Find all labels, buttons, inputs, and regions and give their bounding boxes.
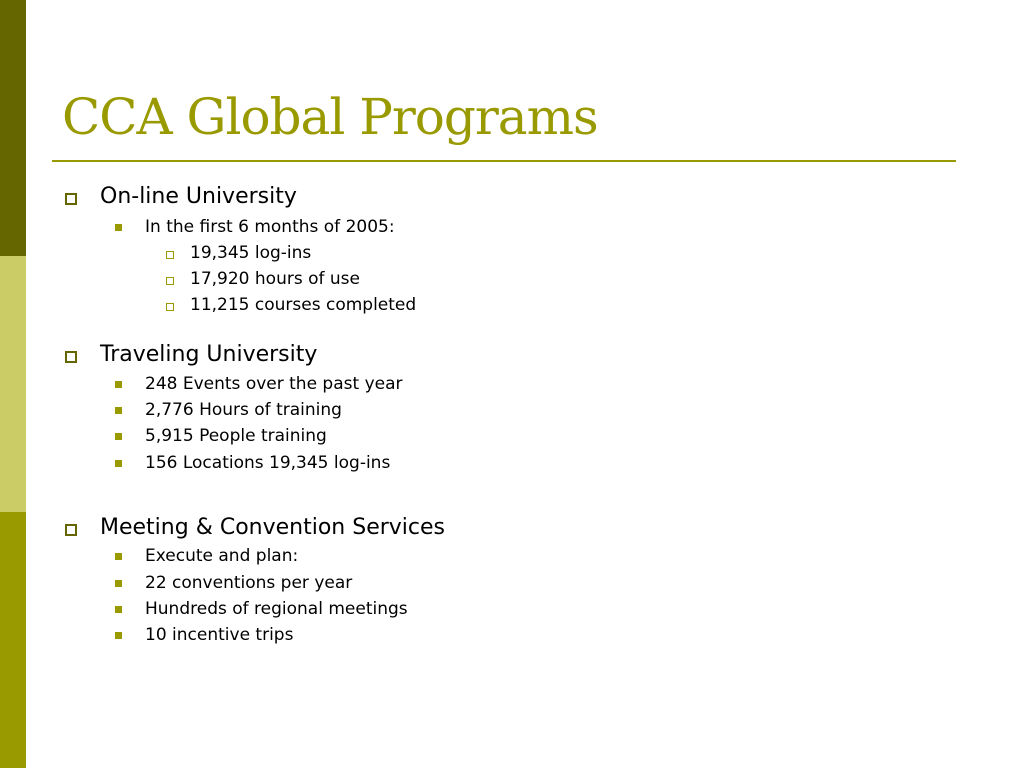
list-item: 2,776 Hours of training [145, 400, 342, 420]
small-hollow-square-bullet-icon [166, 251, 174, 259]
hollow-square-bullet-icon [65, 193, 77, 205]
side-band-dark [0, 0, 26, 256]
section-heading-online-university: On-line University [100, 184, 297, 209]
side-band-olive [0, 512, 26, 768]
list-item: 5,915 People training [145, 426, 327, 446]
filled-square-bullet-icon [115, 553, 122, 560]
filled-square-bullet-icon [115, 433, 122, 440]
list-item: 22 conventions per year [145, 573, 353, 593]
hollow-square-bullet-icon [65, 351, 77, 363]
list-item: Hundreds of regional meetings [145, 599, 408, 619]
stat-item: 17,920 hours of use [190, 269, 360, 289]
list-item: 248 Events over the past year [145, 374, 403, 394]
list-item: 10 incentive trips [145, 625, 294, 645]
filled-square-bullet-icon [115, 407, 122, 414]
section-heading-meeting-convention-services: Meeting & Convention Services [100, 515, 446, 540]
small-hollow-square-bullet-icon [166, 277, 174, 285]
filled-square-bullet-icon [115, 460, 122, 467]
filled-square-bullet-icon [115, 632, 122, 639]
side-band-light [0, 256, 26, 512]
list-item: 156 Locations 19,345 log-ins [145, 453, 391, 473]
section-heading-traveling-university: Traveling University [100, 342, 318, 367]
filled-square-bullet-icon [115, 224, 122, 231]
stat-item: 11,215 courses completed [190, 295, 417, 315]
online-university-subheading: In the first 6 months of 2005: [145, 217, 395, 237]
filled-square-bullet-icon [115, 606, 122, 613]
filled-square-bullet-icon [115, 381, 122, 388]
slide-title: CCA Global Programs [62, 88, 598, 146]
title-divider [52, 160, 956, 162]
list-item: Execute and plan: [145, 546, 299, 566]
stat-item: 19,345 log-ins [190, 243, 312, 263]
small-hollow-square-bullet-icon [166, 303, 174, 311]
filled-square-bullet-icon [115, 580, 122, 587]
hollow-square-bullet-icon [65, 524, 77, 536]
